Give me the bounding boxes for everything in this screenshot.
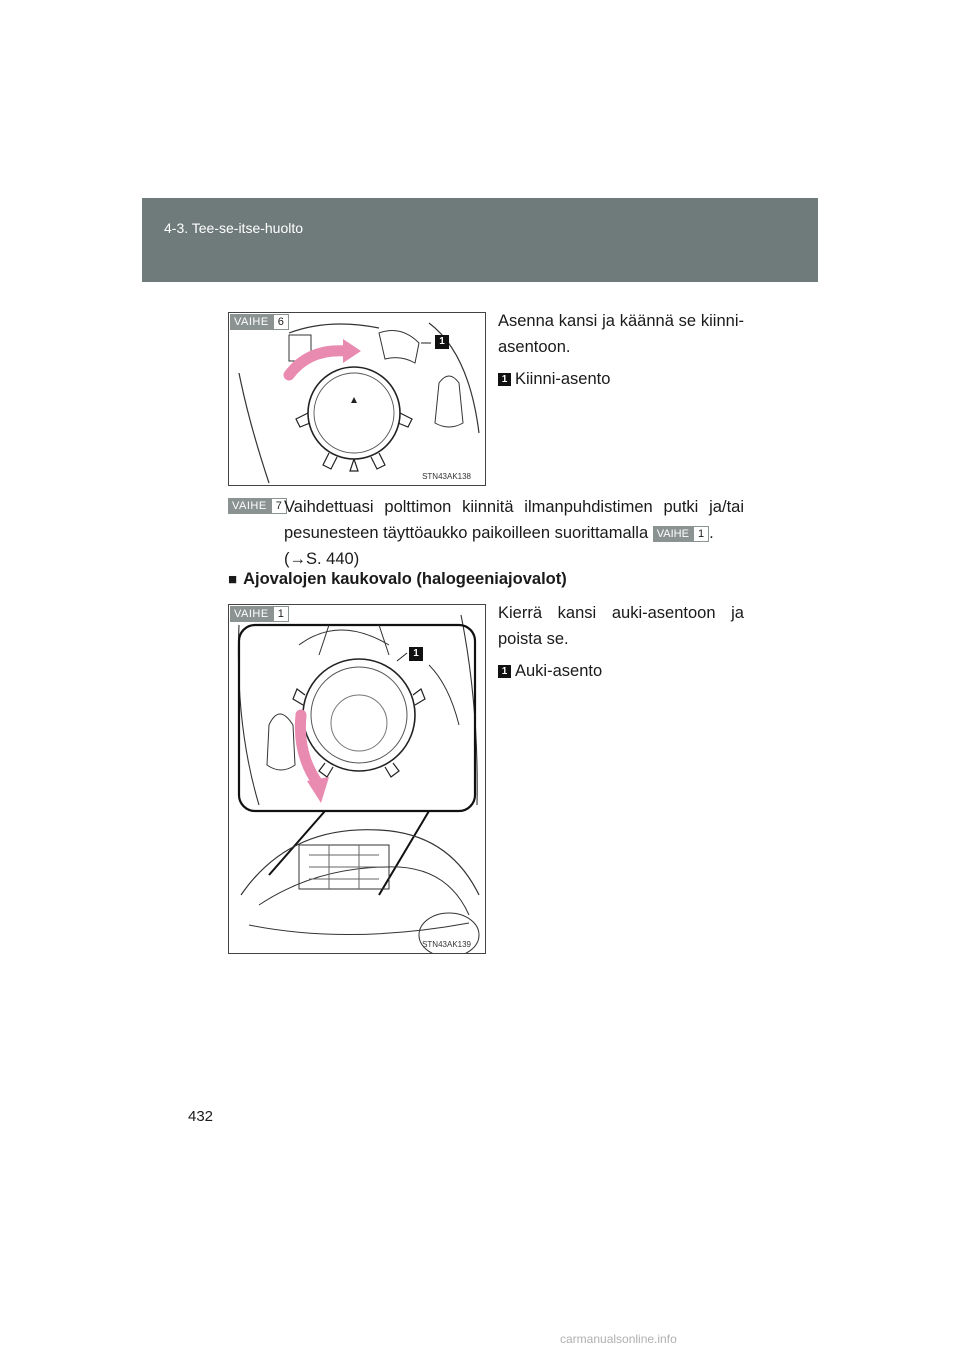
step7-instruction: Vaihdettuasi polttimon kiinnitä ilmanpuhdistimen putki ja/tai pesunesteen täyttöaukko paikoilleen suorittamalla [284,498,744,542]
page-reference: (→S. 440) [284,550,360,568]
section-title: 4-3. Tee-se-itse-huolto [164,220,304,236]
step-badge: VAIHE 6 [230,314,289,330]
engine-bay-illustration [229,605,485,953]
step-badge: VAIHE 1 [230,606,289,622]
step6-legend [498,366,744,392]
step1-legend [498,658,744,684]
callout-marker: 1 [435,335,449,349]
page-number: 432 [188,1108,214,1125]
step6-instruction: Asenna kansi ja käännä se kiinni-asentoon. [498,312,744,356]
step6-text-block [498,308,744,392]
figure-remove-cover [228,604,486,954]
step1-instruction: Kierrä kansi auki-asentoon ja poista se. [498,604,744,648]
legend-marker: 1 [498,665,511,678]
step7-text-block: Vaihdettuasi polttimon kiinnitä ilmanpuhdistimen putki ja/tai pesunesteen täyttöaukko paikoilleen suorittamalla VAIHE 1 . (→S. 440) [284,498,744,568]
callout-marker: 1 [409,647,423,661]
section-header [142,198,818,282]
step-reference-badge: VAIHE 1 [653,526,709,542]
heading-title: Ajovalojen kaukovalo (halogeeniajovalot) [243,570,567,588]
step1-text-block [498,600,744,684]
figure-code: STN43AK139 [422,940,471,949]
legend-label: Auki-asento [515,662,603,680]
figure-code: STN43AK138 [422,472,471,481]
figure-install-cover [228,312,486,486]
section-heading [228,570,567,589]
legend-marker: 1 [498,373,511,386]
legend-label: Kiinni-asento [515,370,611,388]
step7-badge: VAIHE 7 [228,498,287,514]
footer-watermark: carmanualsonline.info [560,1332,677,1346]
heading-bullet: ■ [228,571,238,588]
